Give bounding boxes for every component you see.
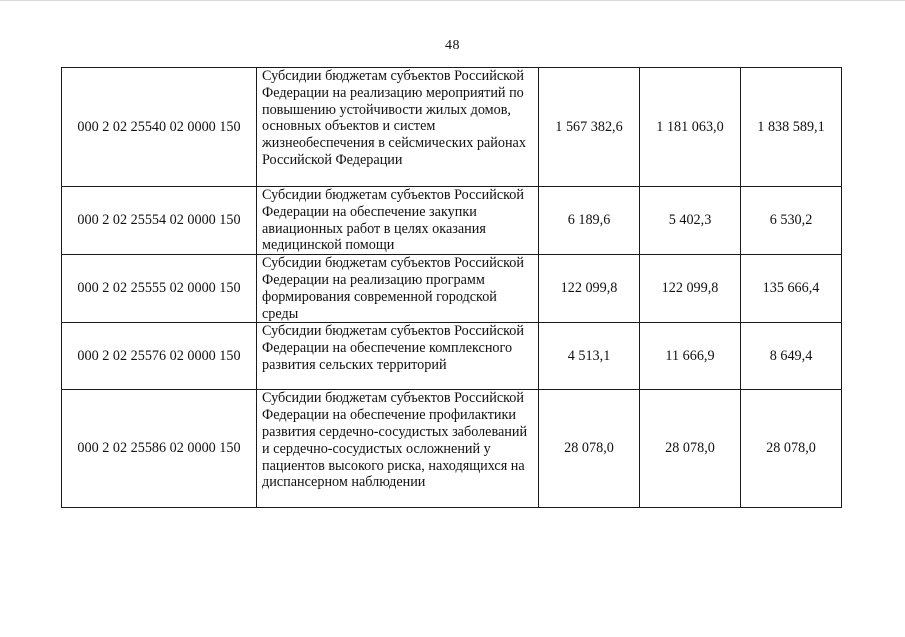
subsidy-name-cell: Субсидии бюджетам субъектов Российской Федерации на обеспечение закупки авиационных работ в целях оказания медицинской помощи [257, 187, 539, 255]
amount-year-3-cell: 135 666,4 [741, 255, 842, 323]
table-row [62, 323, 842, 390]
amount-year-2-cell: 1 181 063,0 [640, 68, 741, 187]
amount-year-1-cell: 6 189,6 [539, 187, 640, 255]
amount-year-2-cell: 5 402,3 [640, 187, 741, 255]
amount-year-3-cell: 6 530,2 [741, 187, 842, 255]
subsidy-name-cell: Субсидии бюджетам субъектов Российской Федерации на реализацию мероприятий по повышению устойчивости жилых домов, основных объектов и систем жизнеобеспечения в сейсмических районах Российской Федерации [257, 68, 539, 187]
table-row [62, 255, 842, 323]
amount-year-1-cell: 4 513,1 [539, 323, 640, 390]
budget-code-cell: 000 2 02 25555 02 0000 150 [62, 255, 257, 323]
amount-year-2-cell: 28 078,0 [640, 390, 741, 508]
amount-year-3-cell: 8 649,4 [741, 323, 842, 390]
budget-table [61, 67, 842, 508]
amount-year-1-cell: 1 567 382,6 [539, 68, 640, 187]
table-row [62, 68, 842, 187]
amount-year-2-cell: 11 666,9 [640, 323, 741, 390]
subsidy-name-cell: Субсидии бюджетам субъектов Российской Федерации на обеспечение комплексного развития сельских территорий [257, 323, 539, 390]
budget-code-cell: 000 2 02 25576 02 0000 150 [62, 323, 257, 390]
page-number: 48 [445, 38, 460, 53]
budget-code-cell: 000 2 02 25554 02 0000 150 [62, 187, 257, 255]
amount-year-2-cell: 122 099,8 [640, 255, 741, 323]
budget-code-cell: 000 2 02 25586 02 0000 150 [62, 390, 257, 508]
amount-year-1-cell: 28 078,0 [539, 390, 640, 508]
subsidy-name-cell: Субсидии бюджетам субъектов Российской Федерации на реализацию программ формирования современной городской среды [257, 255, 539, 323]
page-top-edge [0, 0, 905, 1]
subsidy-name-cell: Субсидии бюджетам субъектов Российской Федерации на обеспечение профилактики развития сердечно-сосудистых заболеваний и сердечно-сосудистых осложнений у пациентов высокого риска, находящихся на диспансерном наблюдении [257, 390, 539, 508]
amount-year-1-cell: 122 099,8 [539, 255, 640, 323]
table-row [62, 390, 842, 508]
amount-year-3-cell: 1 838 589,1 [741, 68, 842, 187]
amount-year-3-cell: 28 078,0 [741, 390, 842, 508]
table-row [62, 187, 842, 255]
budget-code-cell: 000 2 02 25540 02 0000 150 [62, 68, 257, 187]
